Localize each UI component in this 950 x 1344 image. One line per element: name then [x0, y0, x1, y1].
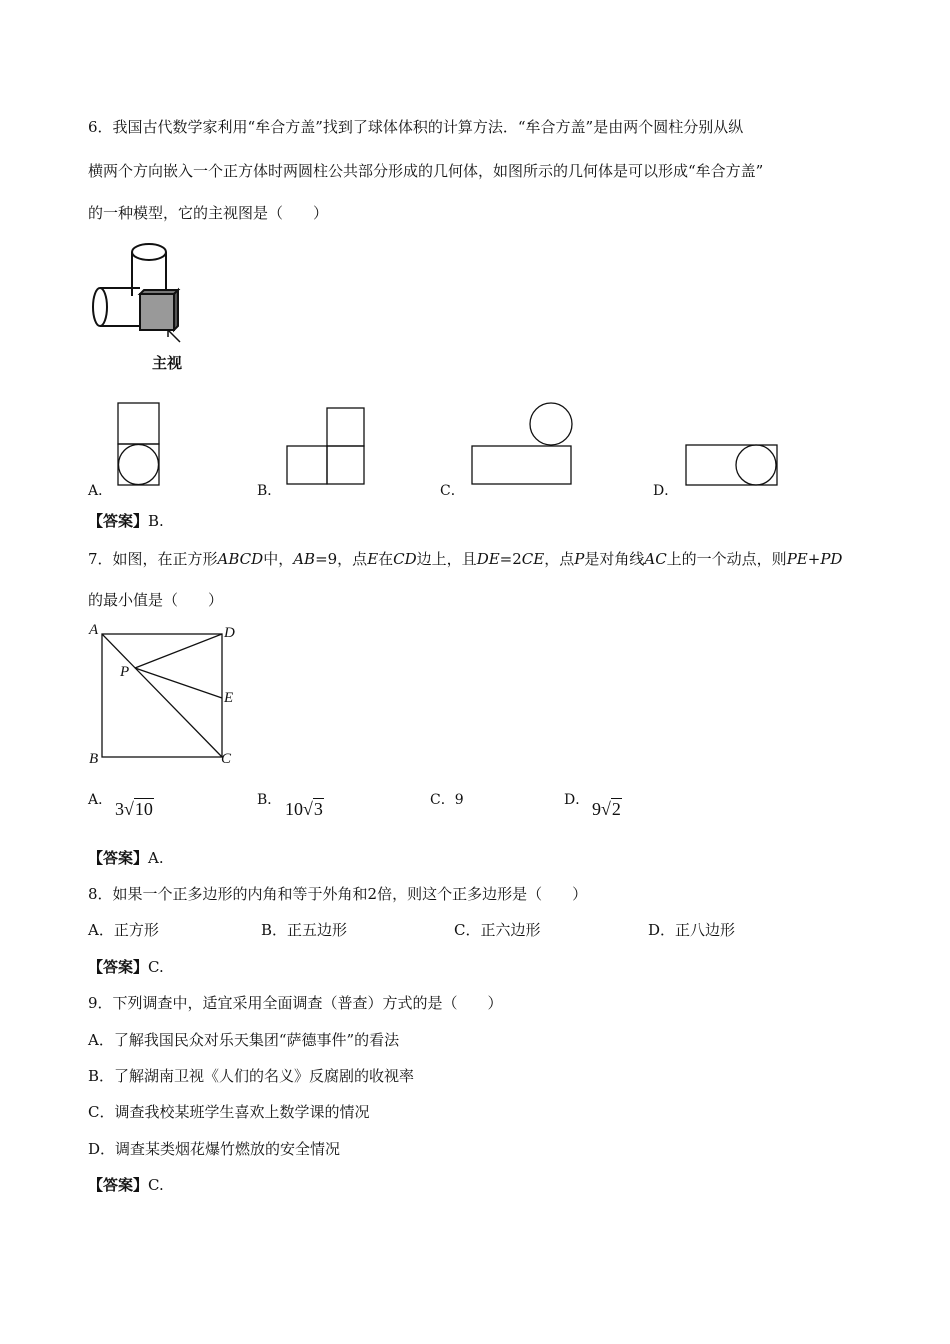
answer-value: C.: [148, 958, 164, 976]
q7-text: 7．如图，在正方形: [88, 550, 218, 568]
q7-option-a-label: A．: [88, 792, 113, 808]
q6-option-a-figure: [117, 402, 161, 486]
q7-text: =2: [499, 550, 522, 568]
q7-text: 上的一个动点，则: [666, 550, 787, 568]
q9-answer: [88, 1175, 164, 1195]
q9-option-c: C．调查我校某班学生喜欢上数学课的情况: [88, 1103, 370, 1121]
q9-stem: 9．下列调查中，适宜采用全面调查（普查）方式的是（ ）: [88, 994, 503, 1012]
q6-answer: [88, 511, 164, 531]
radical-coef: 9: [592, 799, 601, 819]
q7-option-c: [430, 789, 464, 809]
answer-value: A.: [148, 849, 164, 867]
q7-var: CD: [393, 550, 417, 568]
q8-stem: 8．如果一个正多边形的内角和等于外角和2倍，则这个正多边形是（ ）: [88, 885, 588, 903]
answer-label: 【答案】: [88, 1176, 149, 1194]
q7-var: PE: [786, 550, 808, 568]
q7-var: AC: [644, 550, 667, 568]
q7-text: ，点: [544, 550, 575, 568]
q7-text: +: [807, 550, 821, 568]
radical-sign-icon: √: [303, 799, 313, 819]
q7-var: DE: [476, 550, 500, 568]
q7-label-a: A: [89, 622, 99, 638]
q7-text: 是对角线: [584, 550, 645, 568]
q6-option-c-figure: [471, 402, 573, 486]
q7-var: E: [367, 550, 379, 568]
q7-var: P: [574, 550, 585, 568]
q6-stem-line3: 的一种模型，它的主视图是（ ）: [88, 204, 329, 222]
q7-square-figure: [85, 622, 245, 772]
q8-option-c: C．正六边形: [454, 921, 541, 939]
q7-stem-line2: 的最小值是（ ）: [88, 591, 224, 609]
q7-option-b-value: [285, 799, 324, 820]
radical-radicand: 2: [611, 799, 621, 819]
answer-value: C.: [148, 1176, 164, 1194]
q7-text: =9，点: [315, 550, 368, 568]
q6-stem-line2: 横两个方向嵌入一个正方体时两圆柱公共部分形成的几何体，如图所示的几何体是可以形成“牟合方盖”: [88, 162, 764, 180]
q7-option-d-value: [592, 799, 622, 820]
q7-label-e: E: [224, 690, 234, 706]
q8-answer: [88, 957, 164, 977]
answer-label: 【答案】: [88, 958, 149, 976]
q9-option-d: D．调查某类烟花爆竹燃放的安全情况: [88, 1140, 341, 1158]
q6-option-d-label: D．: [653, 483, 679, 499]
q6-option-c-label: C．: [440, 483, 465, 499]
q6-option-a-label: A．: [88, 483, 113, 499]
q7-label-d: D: [224, 625, 235, 641]
q8-option-a: A．正方形: [88, 921, 159, 939]
q6-option-b-label: B．: [257, 483, 282, 499]
q7-var: PD: [820, 550, 843, 568]
radical-coef: 10: [285, 799, 303, 819]
radical-coef: 3: [115, 799, 124, 819]
radical-radicand: 10: [134, 799, 153, 819]
q6-stem-line1: 6．我国古代数学家利用“牟合方盖”找到了球体体积的计算方法．“牟合方盖”是由两个圆柱分别从纵: [88, 118, 744, 136]
q7-option-c-label: C．: [430, 792, 455, 808]
q7-var: CE: [521, 550, 545, 568]
answer-label: 【答案】: [88, 849, 149, 867]
q7-label-c: C: [221, 751, 232, 767]
q8-option-d: D．正八边形: [648, 921, 736, 939]
q7-option-b-label: B．: [257, 792, 282, 808]
q7-var: ABCD: [217, 550, 264, 568]
q7-stem-line1: [88, 549, 842, 569]
q6-option-b-figure: [286, 407, 366, 487]
q7-label-p: P: [120, 664, 130, 680]
answer-value: B.: [148, 512, 164, 530]
q6-option-d-figure: [685, 444, 780, 488]
radical-sign-icon: √: [124, 799, 134, 819]
q7-text: 边上，且: [416, 550, 477, 568]
q9-option-a: A．了解我国民众对乐天集团“萨德事件”的看法: [88, 1031, 400, 1049]
q7-option-c-value: 9: [454, 792, 464, 808]
q7-var: AB: [293, 550, 316, 568]
q7-answer: [88, 848, 164, 868]
q8-option-b: B．正五边形: [261, 921, 348, 939]
radical-radicand: 3: [313, 799, 323, 819]
q6-figure-caption: 主视: [152, 354, 183, 372]
q7-option-d-label: D．: [564, 792, 590, 808]
q7-text: 中，: [263, 550, 294, 568]
q9-option-b: B．了解湖南卫视《人们的名义》反腐剧的收视率: [88, 1067, 415, 1085]
q7-label-b: B: [89, 751, 99, 767]
q7-option-a-value: [115, 799, 154, 820]
answer-label: 【答案】: [88, 512, 149, 530]
q7-text: 在: [378, 550, 394, 568]
radical-sign-icon: √: [601, 799, 611, 819]
